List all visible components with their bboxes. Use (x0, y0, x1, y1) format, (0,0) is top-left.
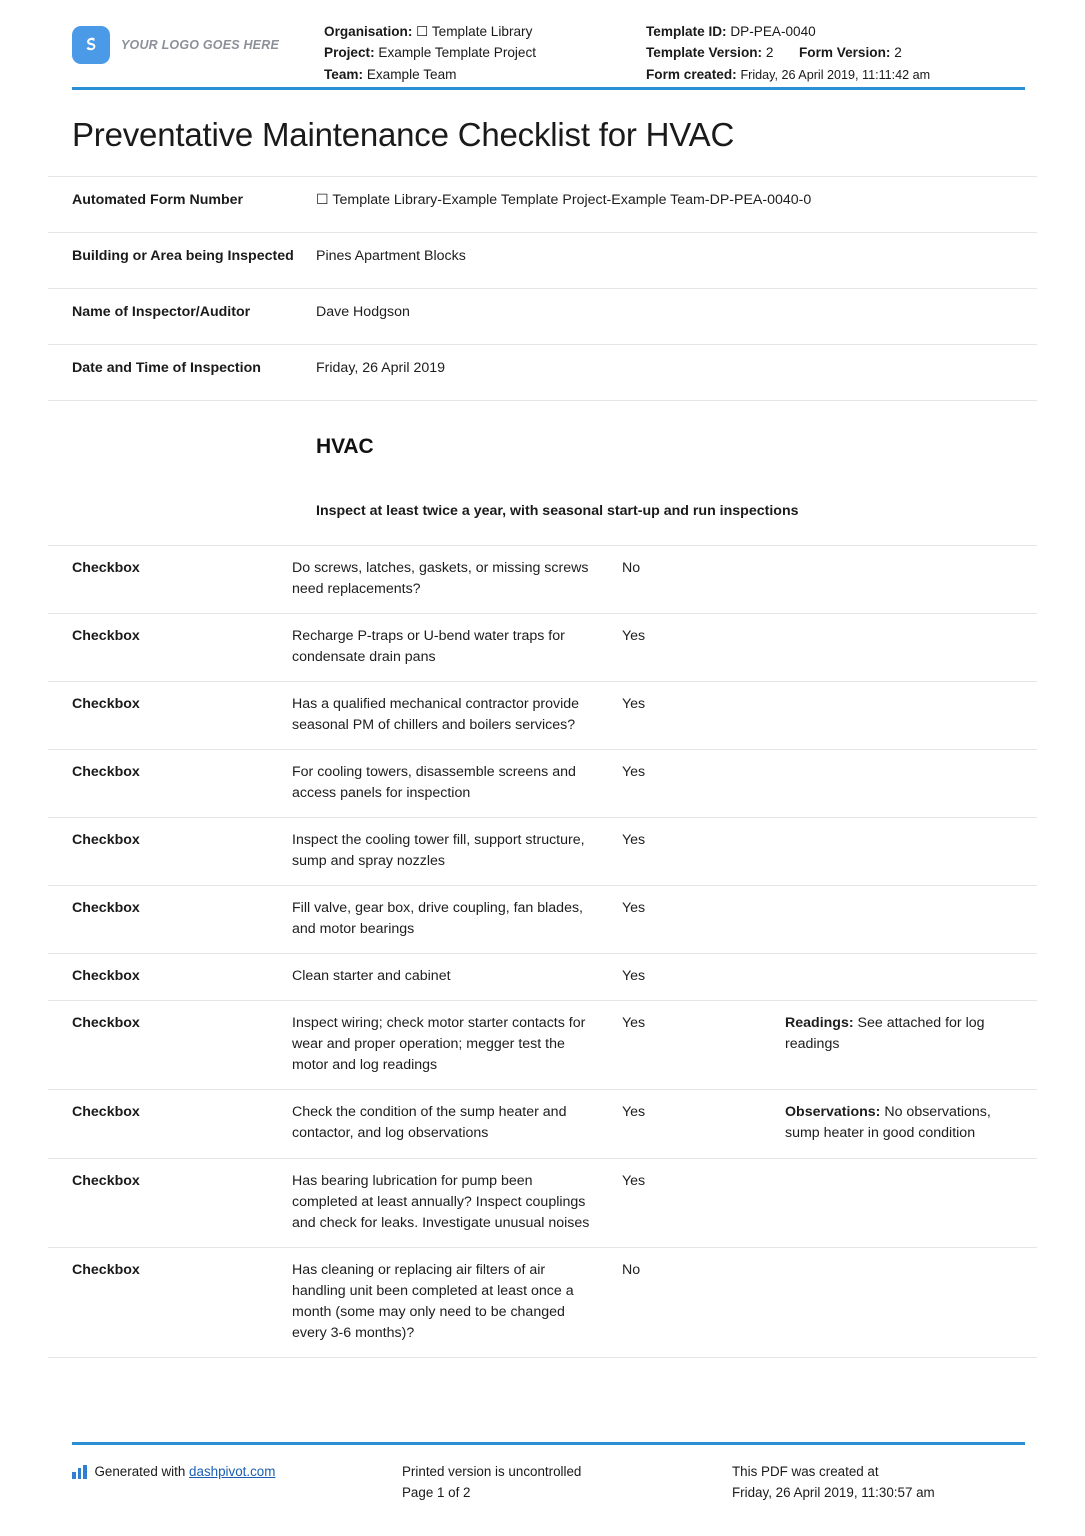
dashpivot-link[interactable]: dashpivot.com (189, 1464, 276, 1480)
footer-created-at (732, 1462, 1025, 1504)
checklist-table (48, 545, 1037, 1358)
checklist-answer: Yes (622, 1104, 646, 1121)
logo-block (72, 18, 324, 64)
page-title: Preventative Maintenance Checklist for HVAC (72, 116, 735, 153)
checklist-question: Has a qualified mechanical contractor provide seasonal PM of chillers and boilers services? (292, 696, 580, 734)
table-row (48, 233, 1037, 289)
footer-print-notice (402, 1462, 732, 1504)
info-value: Dave Hodgson (316, 303, 410, 320)
table-row (48, 546, 1037, 614)
organisation-label: Organisation: (324, 24, 413, 39)
section-note: Inspect at least twice a year, with seasonal start-up and run inspections (316, 502, 799, 519)
form-created-line (646, 64, 1025, 86)
checklist-answer: Yes (622, 764, 646, 781)
logo-placeholder-text: YOUR LOGO GOES HERE (121, 38, 279, 52)
table-row (48, 177, 1037, 233)
form-version-value: 2 (894, 45, 902, 61)
checklist-answer: Yes (622, 696, 646, 712)
table-row (48, 1090, 1037, 1158)
checkbox-type-label: Checkbox (72, 900, 140, 917)
page-header (0, 0, 1085, 82)
page-footer (0, 1442, 1085, 1504)
table-row (48, 1248, 1037, 1358)
info-label: Automated Form Number (72, 191, 244, 208)
checklist-extra (785, 1102, 1037, 1144)
table-row (48, 289, 1037, 345)
checklist-answer: Yes (622, 627, 646, 644)
checklist-extra-label: Readings: (785, 1015, 854, 1032)
checklist-answer: Yes (622, 900, 646, 917)
template-version-value: 2 (765, 45, 774, 61)
pdf-created-label: This PDF was created at (732, 1464, 879, 1480)
checklist-question: Inspect wiring; check motor starter contacts for wear and proper operation; megger test the motor and log readings (292, 1015, 586, 1074)
checkbox-type-label: Checkbox (72, 1104, 140, 1121)
footer-generated-text (95, 1462, 276, 1483)
page-number-text: Page 1 of 2 (402, 1485, 471, 1501)
checklist-extra (785, 1013, 1037, 1055)
checkbox-type-label: Checkbox (72, 627, 140, 644)
checkbox-type-label: Checkbox (72, 968, 140, 985)
team-line (324, 64, 646, 85)
header-meta-left (324, 18, 646, 85)
checklist-question: Has cleaning or replacing air filters of air handling unit been completed at least once a month (some may only need to be changed every 3-6 months)? (292, 1261, 574, 1341)
table-row (48, 345, 1037, 401)
checklist-answer: Yes (622, 968, 646, 985)
table-row (48, 1001, 1037, 1090)
table-row (48, 750, 1037, 818)
template-id-label: Template ID: (646, 24, 727, 39)
checklist-question: Inspect the cooling tower fill, support structure, sump and spray nozzles (292, 832, 585, 870)
checkbox-type-label: Checkbox (72, 559, 140, 576)
header-meta-right (646, 18, 1025, 86)
checklist-extra-value: See attached for log readings (785, 1015, 985, 1053)
printed-uncontrolled-text: Printed version is uncontrolled (402, 1464, 582, 1480)
team-label: Team: (324, 66, 364, 82)
checklist-question: Recharge P-traps or U-bend water traps for condensate drain pans (292, 627, 565, 665)
company-logo-icon (72, 26, 110, 64)
team-value: Example Team (366, 66, 457, 82)
form-created-label: Form created: (646, 66, 737, 82)
footer-columns (0, 1445, 1085, 1504)
table-row (48, 818, 1037, 886)
checklist-question: Check the condition of the sump heater and contactor, and log observations (292, 1104, 567, 1142)
info-label: Date and Time of Inspection (72, 359, 261, 376)
pdf-created-timestamp: Friday, 26 April 2019, 11:30:57 am (732, 1485, 935, 1501)
section-title: HVAC (316, 434, 374, 458)
form-version-label: Form Version: (799, 45, 891, 61)
table-row (48, 614, 1037, 682)
organisation-line (324, 21, 646, 42)
checkbox-type-label: Checkbox (72, 1261, 140, 1278)
version-line (646, 42, 1025, 63)
checkbox-type-label: Checkbox (72, 1015, 140, 1032)
table-row (48, 886, 1037, 954)
checklist-extra-label: Observations: (785, 1104, 881, 1121)
bar-chart-icon (72, 1465, 87, 1479)
checkbox-type-label: Checkbox (72, 832, 140, 849)
table-row (48, 682, 1037, 750)
info-value: Pines Apartment Blocks (316, 247, 466, 264)
checklist-answer: Yes (622, 832, 646, 849)
checklist-answer: No (622, 1261, 641, 1278)
checklist-question: For cooling towers, disassemble screens and access panels for inspection (292, 764, 576, 802)
project-line (324, 42, 646, 63)
checklist-question: Has bearing lubrication for pump been completed at least annually? Inspect couplings and check for leaks. Investigate unusual noises (292, 1172, 590, 1231)
generated-prefix: Generated with (94, 1464, 190, 1480)
checkbox-type-label: Checkbox (72, 696, 140, 712)
header-divider (72, 87, 1025, 90)
checklist-answer: No (622, 559, 641, 576)
info-value: ☐ Template Library-Example Template Project-Example Team-DP-PEA-0040-0 (316, 191, 812, 208)
checklist-question: Do screws, latches, gaskets, or missing screws need replacements? (292, 559, 589, 597)
checklist-question: Clean starter and cabinet (292, 968, 451, 985)
template-id-line (646, 21, 1025, 42)
checklist-answer: Yes (622, 1172, 646, 1189)
info-value: Friday, 26 April 2019 (316, 359, 446, 376)
section-header (0, 401, 1085, 459)
info-label: Name of Inspector/Auditor (72, 303, 251, 320)
project-value: Example Template Project (378, 45, 537, 61)
form-created-value: Friday, 26 April 2019, 11:11:42 am (740, 67, 931, 82)
checklist-extra-value: No observations, sump heater in good condition (785, 1104, 991, 1142)
footer-generated-by (72, 1462, 402, 1504)
form-info-table (48, 176, 1037, 401)
checklist-answer: Yes (622, 1015, 646, 1032)
project-label: Project: (324, 45, 375, 61)
checklist-question: Fill valve, gear box, drive coupling, fan blades, and motor bearings (292, 900, 584, 938)
checkbox-type-label: Checkbox (72, 764, 140, 781)
table-row (48, 1159, 1037, 1248)
table-row (48, 954, 1037, 1001)
organisation-value: ☐ Template Library (416, 24, 533, 39)
checkbox-type-label: Checkbox (72, 1172, 140, 1189)
info-label: Building or Area being Inspected (72, 247, 294, 264)
template-version-label: Template Version: (646, 45, 763, 61)
template-id-value: DP-PEA-0040 (730, 24, 816, 39)
